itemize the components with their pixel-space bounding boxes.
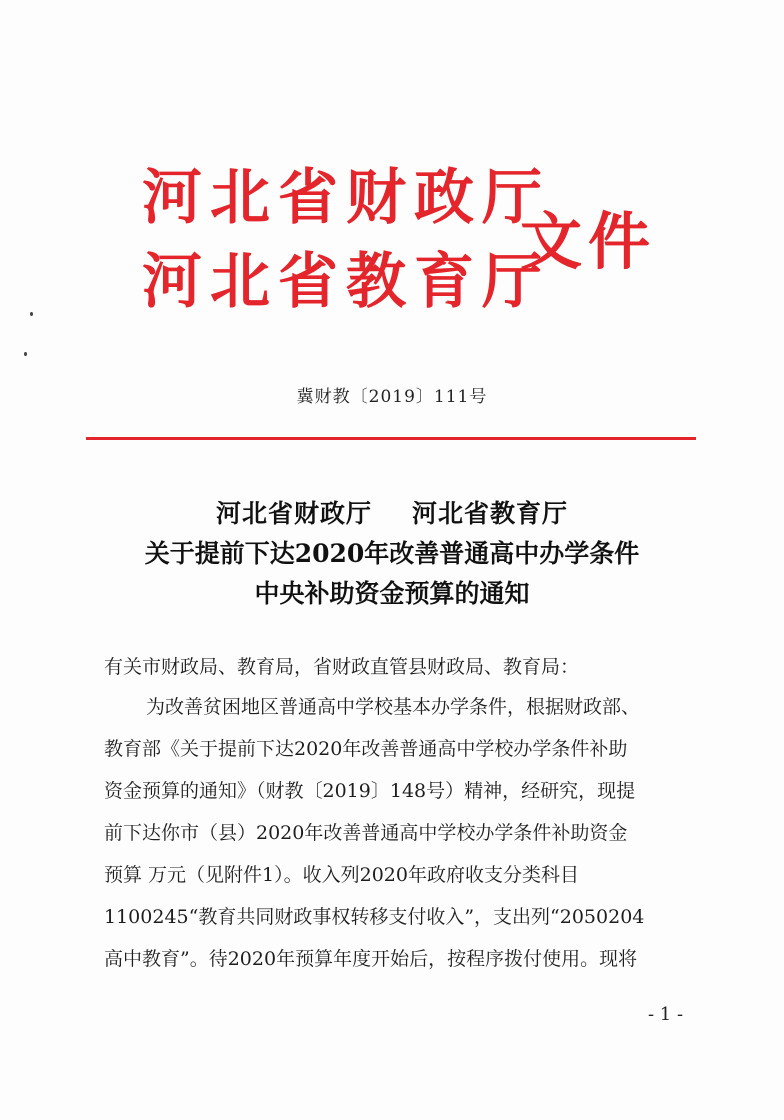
title-line-3: 中央补助资金预算的通知 [254, 579, 530, 608]
page-number: - 1 - [648, 1004, 684, 1025]
title-line-2: 关于提前下达2020年改善普通高中办学条件 [144, 539, 640, 568]
body-line: 高中教育”。待2020年预算年度开始后，按程序拨付使用。现将 [104, 948, 638, 970]
masthead [142, 156, 662, 336]
title-issuer-education: 河北省教育厅 [412, 499, 569, 528]
masthead-issuer-education: 河北省教育厅 [142, 247, 550, 317]
body-line: 教育部《关于提前下达2020年改善普通高中学校办学条件补助 [104, 738, 628, 760]
body-line: 预算 万元（见附件1）。收入列2020年政府收支分类科目 [104, 864, 579, 886]
masthead-issuer-finance: 河北省财政厅 [142, 163, 550, 233]
title-issuer-finance: 河北省财政厅 [215, 499, 372, 528]
title-line-1 [0, 494, 784, 530]
scan-speck [24, 352, 27, 356]
body-line: 1100245“教育共同财政事权转移支付收入”，支出列“2050204 [104, 906, 645, 928]
addressee: 有关市财政局、教育局，省财政直管县财政局、教育局： [104, 656, 580, 678]
body-line: 资金预算的通知》（财教〔2019〕148号）精神，经研究，现提 [104, 780, 636, 802]
body-line: 前下达你市（县）2020年改善普通高中学校办学条件补助资金 [104, 822, 628, 844]
masthead-suffix: 文件 [520, 205, 657, 278]
scan-speck [30, 312, 33, 316]
document-number: 冀财教〔2019〕111号 [296, 387, 488, 407]
body-line: 为改善贫困地区普通高中学校基本办学条件，根据财政部、 [146, 696, 641, 718]
red-divider [86, 437, 696, 440]
